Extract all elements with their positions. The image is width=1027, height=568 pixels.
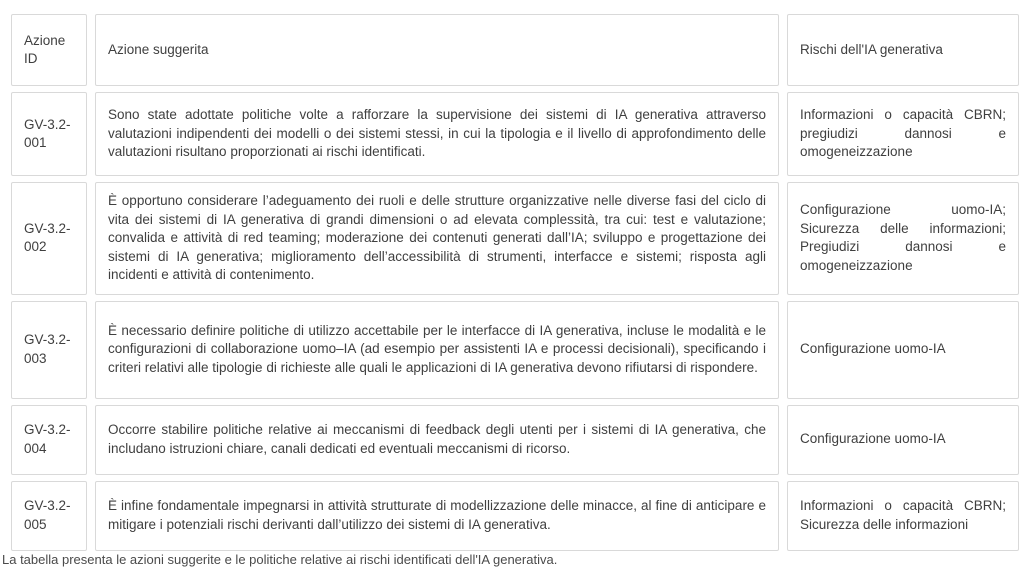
table-caption-clipped: La tabella presenta le azioni suggerite e le politiche relative ai rischi identificati dell'IA generativa. [2, 551, 558, 567]
gai-actions-table [3, 8, 1027, 557]
header-azione-id: Azione ID [11, 14, 87, 86]
risks-text: Configurazione uomo-IA; Sicurezza delle informazioni; Pregiudizi dannosi e omogeneizzazione [787, 182, 1019, 295]
table-row-gv-3-2-005 [11, 481, 1019, 551]
risks-text: Informazioni o capacità CBRN; Sicurezza delle informazioni [787, 481, 1019, 551]
suggested-action-text: È infine fondamentale impegnarsi in attività strutturate di modellizzazione delle minacce, al fine di anticipare e mitigare i potenziali rischi derivanti dall’utilizzo dei sistemi di IA generativa. [95, 481, 779, 551]
suggested-action-text: Sono state adottate politiche volte a rafforzare la supervisione dei sistemi di IA generativa attraverso valutazioni indipendenti dei modelli o dei sistemi stessi, in cui la tipologia e il livello di approfondimento delle valutazioni risultano proporzionati ai rischi identificati. [95, 92, 779, 176]
suggested-action-text: Occorre stabilire politiche relative ai meccanismi di feedback degli utenti per i sistemi di IA generativa, che includano istruzioni chiare, canali dedicati ed eventuali meccanismi di ricorso. [95, 405, 779, 475]
header-azione-suggerita: Azione suggerita [95, 14, 779, 86]
suggested-action-text: È opportuno considerare l’adeguamento dei ruoli e delle strutture organizzative nelle diverse fasi del ciclo di vita dei sistemi di IA generativa di grandi dimensioni o ad elevata complessità, tra cui: test e valutazione; convalida e attività di red teaming; moderazione dei contenuti generati dall’IA; sviluppo e progettazione dei sistemi di IA generativa; miglioramento dell’accessibilità di strumenti, interfacce e sistemi; risposta agli incidenti e attività di contenimento. [95, 182, 779, 295]
table-row-gv-3-2-001 [11, 92, 1019, 176]
action-id: GV-3.2-004 [11, 405, 87, 475]
risks-text: Configurazione uomo-IA [787, 405, 1019, 475]
document-page [0, 8, 1024, 567]
action-id: GV-3.2-002 [11, 182, 87, 295]
action-id: GV-3.2-003 [11, 301, 87, 399]
table-row-gv-3-2-003 [11, 301, 1019, 399]
action-id: GV-3.2-005 [11, 481, 87, 551]
table-header-row [11, 14, 1019, 86]
header-rischi-ia-generativa: Rischi dell'IA generativa [787, 14, 1019, 86]
action-id: GV-3.2-001 [11, 92, 87, 176]
table-row-gv-3-2-002 [11, 182, 1019, 295]
risks-text: Configurazione uomo-IA [787, 301, 1019, 399]
table-row-gv-3-2-004 [11, 405, 1019, 475]
suggested-action-text: È necessario definire politiche di utilizzo accettabile per le interfacce di IA generativa, incluse le modalità e le configurazioni di collaborazione uomo–IA (ad esempio per assistenti IA e processi decisionali), specificando i criteri relativi alle tipologie di richieste alle quali le applicazioni di IA generativa devono rifiutarsi di rispondere. [95, 301, 779, 399]
risks-text: Informazioni o capacità CBRN; pregiudizi dannosi e omogeneizzazione [787, 92, 1019, 176]
